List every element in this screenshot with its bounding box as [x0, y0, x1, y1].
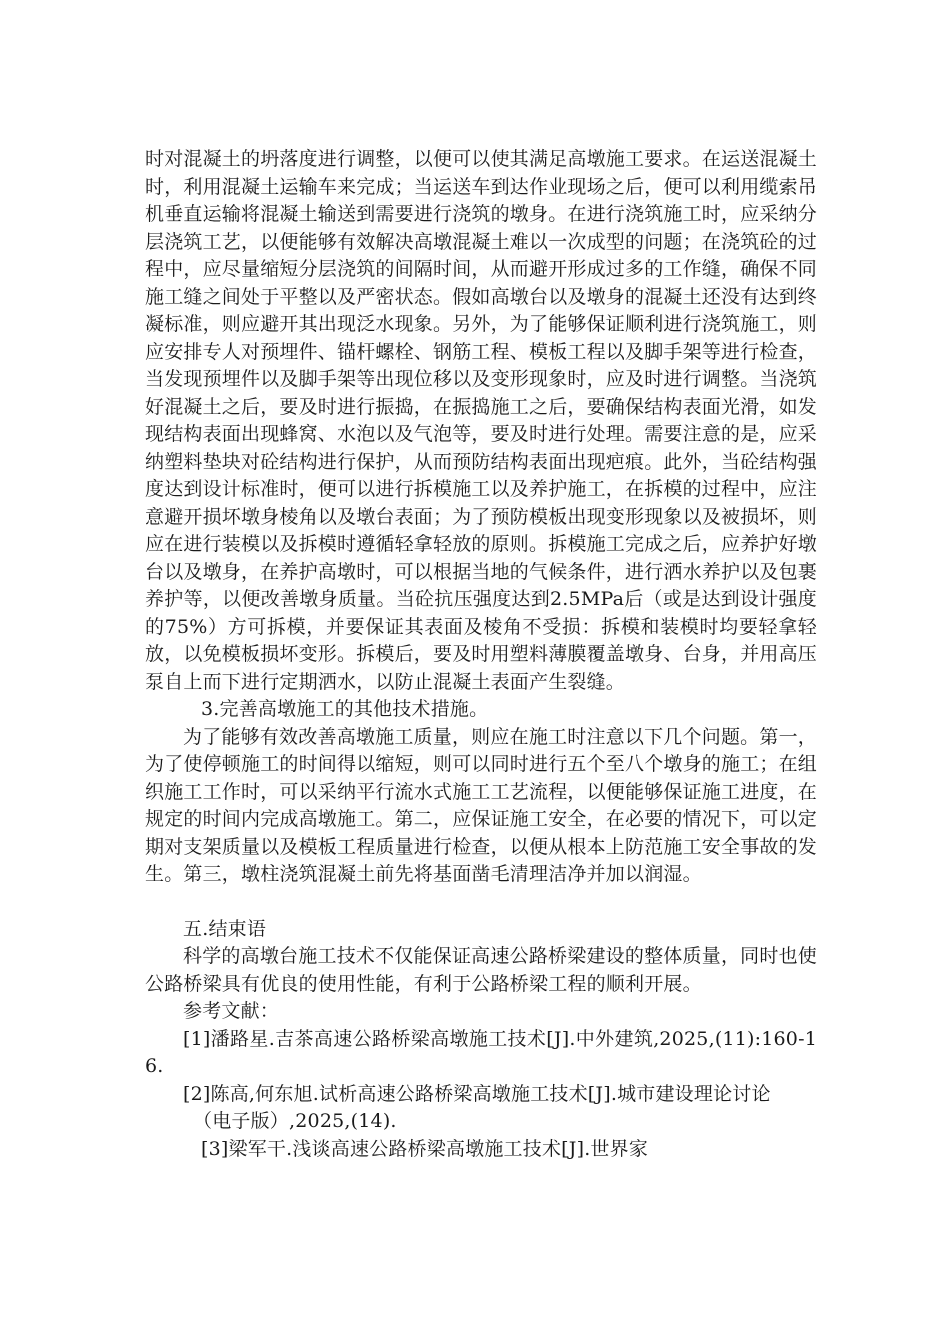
section-5-title: 五.结束语 [183, 917, 267, 940]
reference-1: [1]潘路星.吉茶高速公路桥梁高墩施工技术[J].中外建筑,2025,(11):160-16. [145, 1027, 817, 1077]
reference-2: [2]陈高,何东旭.试析高速公路桥梁高墩施工技术[J].城市建设理论讨论 [183, 1082, 771, 1105]
subheading-3: 3.完善高墩施工的其他技术措施。 [201, 698, 489, 720]
reference-2-continuation: （电子版）,2025,(14). [193, 1110, 397, 1132]
document-page [145, 146, 817, 1163]
body-paragraph-1: 时对混凝土的坍落度进行调整，以便可以使其满足高墩施工要求。在运送混凝土时，利用混凝土运输车来完成；当运送车到达作业现场之后，便可以利用缆索吊机垂直运输将混凝土输送到需要进行浇筑的墩身。在进行浇筑施工时，应采纳分层浇筑工艺，以便能够有效解决高墩混凝土难以一次成型的问题；在浇筑砼的过程中，应尽量缩短分层浇筑的间隔时间，从而避开形成过多的工作缝，确保不同施工缝之间处于平整以及严密状态。假如高墩台以及墩身的混凝土还没有达到终凝标准，则应避开其出现泛水现象。另外，为了能够保证顺利进行浇筑施工，则应安排专人对预埋件、锚杆螺栓、钢筋工程、模板工程以及脚手架等进行检查，当发现预埋件以及脚手架等出现位移以及变形现象时，应及时进行调整。当浇筑好混凝土之后，要及时进行振捣，在振捣施工之后，要确保结构表面光滑，如发现结构表面出现蜂窝、水泡以及气泡等，要及时进行处理。需要注意的是，应采纳塑料垫块对砼结构进行保护，从而预防结构表面出现疤痕。此外，当砼结构强度达到设计标准时，便可以进行拆模施工以及养护施工，在拆模的过程中，应注意避开损坏墩身棱角以及墩台表面；为了预防模板出现变形现象以及被损坏，则应在进行装模以及拆模时遵循轻拿轻放的原则。拆模施工完成之后，应养护好墩台以及墩身，在养护高墩时，可以根据当地的气候条件，进行洒水养护以及包裹养护等，以便改善墩身质量。当砼抗压强度达到2.5MPa后（或是达到设计强度的75%）方可拆模，并要保证其表面及棱角不受损：拆模和装模时均要轻拿轻放，以免模板损坏变形。拆模后，要及时用塑料薄膜覆盖墩身、台身，并用高压泵自上而下进行定期洒水，以防止混凝土表面产生裂缝。 [145, 148, 818, 693]
reference-3: [3]梁军干.浅谈高速公路桥梁高墩施工技术[J].世界家 [201, 1137, 649, 1160]
section-gap [145, 889, 817, 916]
body-paragraph-3: 科学的高墩台施工技术不仅能保证高速公路桥梁建设的整体质量，同时也使公路桥梁具有优良的使用性能，有利于公路桥梁工程的顺利开展。 [145, 945, 817, 995]
references-title: 参考文献： [183, 1000, 280, 1022]
body-paragraph-2: 为了能够有效改善高墩施工质量，则应在施工时注意以下几个问题。第一，为了使停顿施工的时间得以缩短，则可以同时进行五个至八个墩身的施工；在组织施工工作时，可以采纳平行流水式施工工艺流程，以便能够保证施工进度，在规定的时间内完成高墩施工。第二，应保证施工安全，在必要的情况下，可以定期对支架质量以及模板工程质量进行检查，以便从根本上防范施工安全事故的发生。第三，墩柱浇筑混凝土前先将基面凿毛清理洁净并加以润湿。 [145, 725, 818, 885]
